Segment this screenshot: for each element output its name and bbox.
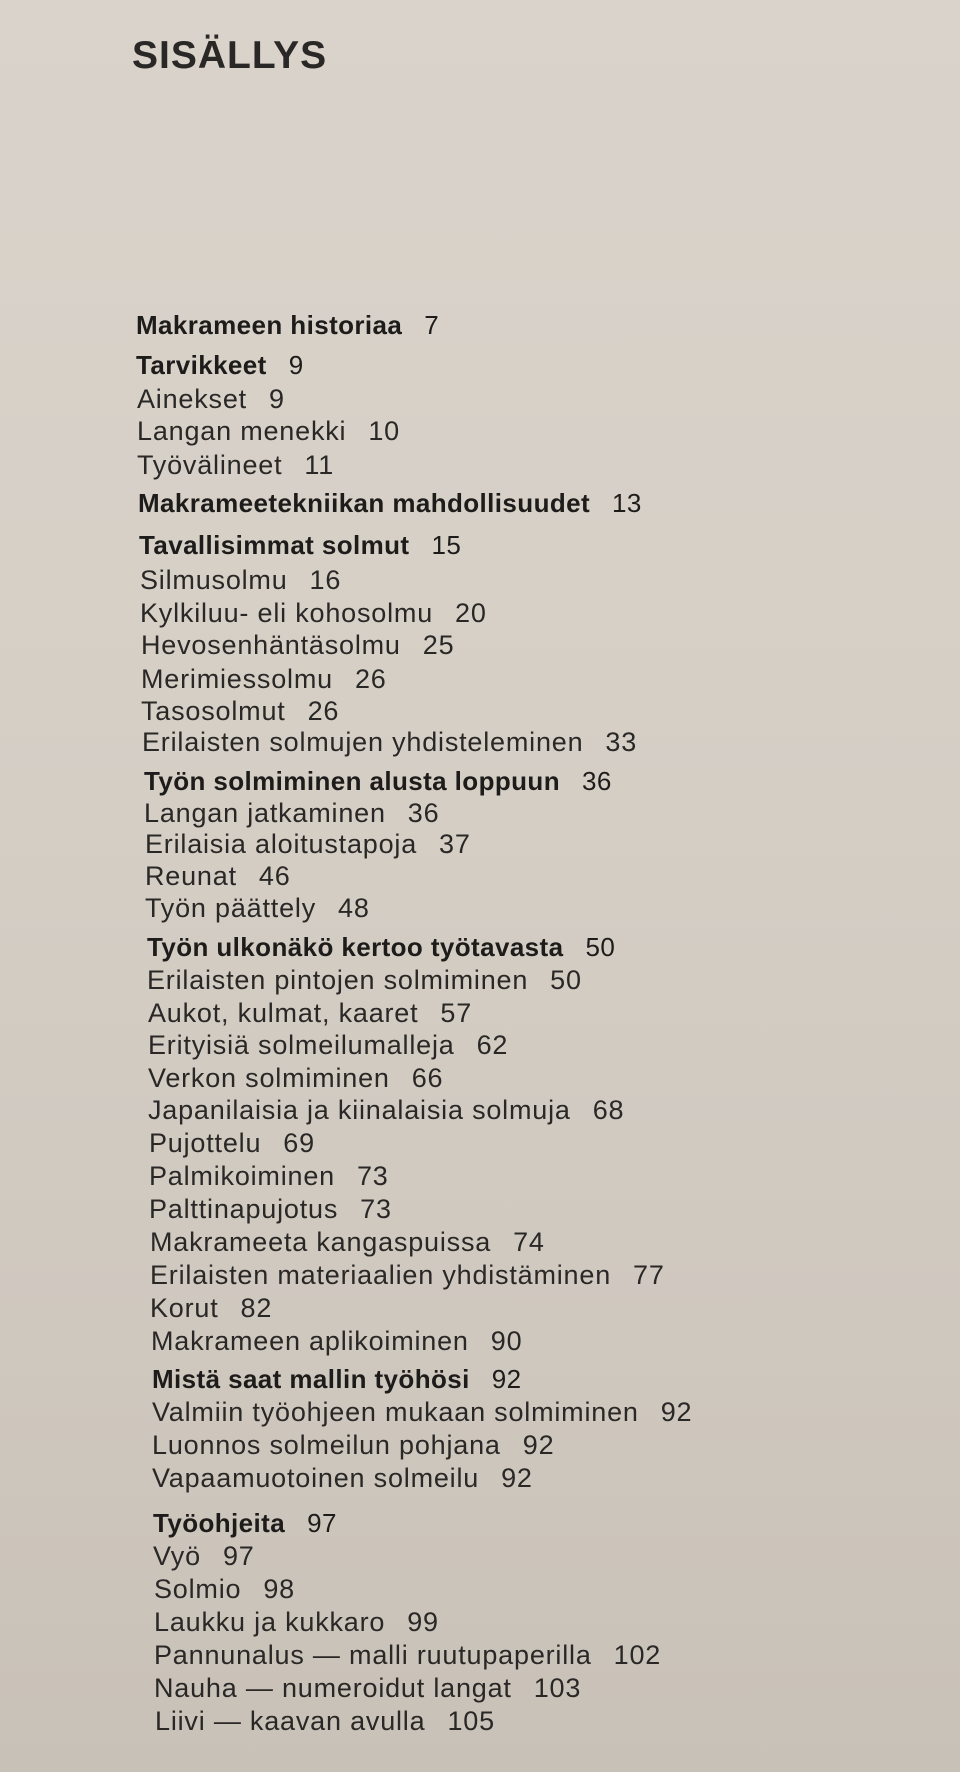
toc-entry-title: Korut — [150, 1293, 219, 1323]
toc-page-number: 90 — [490, 1326, 523, 1356]
toc-entry-title: Verkon solmiminen — [148, 1063, 390, 1093]
toc-page-number: 25 — [422, 630, 455, 660]
toc-entry-title: Makrameetekniikan mahdollisuudet — [138, 488, 591, 518]
toc-page-number: 62 — [476, 1030, 509, 1060]
toc-page-number: 105 — [447, 1706, 495, 1736]
toc-entry — [154, 1607, 439, 1638]
toc-entry-title: Pannunalus — malli ruutupaperilla — [154, 1640, 592, 1670]
toc-page-number: 103 — [533, 1673, 582, 1703]
toc-entry — [141, 696, 339, 727]
toc-page-number: 16 — [309, 565, 342, 595]
toc-entry — [142, 727, 637, 758]
toc-page-number: 102 — [613, 1640, 662, 1670]
toc-page-number: 50 — [585, 932, 616, 962]
toc-entry-title: Tarvikkeet — [136, 350, 267, 380]
toc-page-number: 68 — [592, 1095, 625, 1125]
toc-entry — [150, 1293, 272, 1324]
toc-entry-title: Aukot, kulmat, kaaret — [148, 998, 419, 1028]
toc-entry-title: Vyö — [153, 1541, 201, 1571]
toc-page-number: 20 — [455, 598, 487, 628]
toc-entry-title: Makrameeta kangaspuissa — [150, 1227, 492, 1257]
toc-entry — [148, 1095, 624, 1126]
toc-page-number: 26 — [354, 664, 387, 694]
toc-entry-title: Erilaisia aloitustapoja — [145, 829, 418, 859]
toc-entry-title: Palmikoiminen — [149, 1161, 335, 1191]
toc-entry-title: Valmiin työohjeen mukaan solmiminen — [152, 1397, 639, 1427]
toc-heading — [152, 1364, 521, 1395]
toc-page-number: 36 — [407, 798, 440, 828]
toc-page-number: 73 — [360, 1194, 392, 1224]
toc-page-number: 46 — [258, 861, 291, 891]
toc-entry — [137, 450, 334, 481]
toc-page-number: 37 — [439, 829, 471, 859]
toc-entry — [144, 798, 439, 829]
toc-entry — [147, 965, 582, 996]
toc-page-number: 36 — [581, 766, 612, 796]
toc-page-number: 9 — [268, 384, 285, 414]
toc-entry-title: Tavallisimmat solmut — [139, 530, 410, 560]
toc-entry — [154, 1640, 661, 1671]
toc-entry-title: Tasosolmut — [141, 696, 286, 726]
toc-page-number: 82 — [240, 1293, 273, 1323]
toc-entry — [148, 1030, 508, 1061]
toc-entry-title: Hevosenhäntäsolmu — [141, 630, 401, 660]
toc-entry — [148, 998, 472, 1029]
toc-entry — [140, 598, 487, 629]
toc-entry-title: Palttinapujotus — [149, 1194, 339, 1224]
toc-page-number: 15 — [431, 530, 462, 560]
toc-entry — [149, 1128, 315, 1159]
toc-entry-title: Reunat — [145, 861, 237, 891]
toc-entry — [149, 1161, 389, 1192]
toc-entry-title: Erityisiä solmeilumalleja — [148, 1030, 455, 1060]
toc-entry-title: Makrameen historiaa — [136, 310, 403, 340]
toc-heading — [147, 932, 615, 963]
toc-page-number: 92 — [660, 1397, 693, 1427]
toc-entry — [152, 1463, 533, 1494]
toc-page-number: 9 — [288, 350, 304, 380]
toc-entry — [145, 861, 291, 892]
toc-entry-title: Työvälineet — [137, 450, 283, 480]
toc-heading — [138, 488, 642, 519]
toc-entry — [150, 1260, 665, 1291]
page-title: SISÄLLYS — [132, 34, 328, 77]
toc-entry-title: Työohjeita — [153, 1508, 286, 1538]
toc-entry — [155, 1706, 495, 1737]
toc-entry-title: Langan menekki — [137, 416, 347, 446]
toc-entry-title: Kylkiluu- eli kohosolmu — [140, 598, 434, 628]
toc-entry — [152, 1430, 554, 1461]
toc-entry-title: Työn solmiminen alusta loppuun — [144, 766, 560, 796]
toc-entry — [154, 1574, 295, 1605]
toc-entry — [137, 384, 285, 415]
toc-entry — [153, 1541, 255, 1572]
toc-entry-title: Merimiessolmu — [141, 664, 333, 694]
toc-page-number: 69 — [283, 1128, 315, 1158]
toc-entry — [148, 1063, 443, 1094]
toc-entry — [149, 1194, 392, 1225]
toc-page-number: 92 — [491, 1364, 522, 1394]
toc-page-number: 11 — [304, 450, 335, 480]
toc-entry — [151, 1326, 522, 1357]
toc-entry-title: Työn päättely — [145, 893, 317, 923]
toc-entry-title: Ainekset — [137, 384, 247, 414]
toc-entry-title: Luonnos solmeilun pohjana — [152, 1430, 501, 1460]
toc-page-number: 97 — [222, 1541, 255, 1571]
toc-page-number: 50 — [550, 965, 582, 995]
toc-entry — [140, 565, 341, 596]
toc-entry-title: Silmusolmu — [140, 565, 288, 595]
toc-entry-title: Japanilaisia ja kiinalaisia solmuja — [148, 1095, 571, 1125]
toc-entry — [141, 664, 387, 695]
toc-page-number: 99 — [407, 1607, 439, 1637]
toc-entry — [150, 1227, 545, 1258]
toc-page-number: 10 — [368, 416, 400, 446]
toc-entry-title: Pujottelu — [149, 1128, 262, 1158]
toc-entry-title: Työn ulkonäkö kertoo työtavasta — [147, 932, 564, 962]
toc-entry-title: Makrameen aplikoiminen — [151, 1326, 469, 1356]
toc-entry-title: Erilaisten solmujen yhdisteleminen — [142, 727, 584, 757]
toc-entry — [145, 893, 370, 924]
toc-entry — [141, 630, 454, 661]
toc-entry-title: Vapaamuotoinen solmeilu — [152, 1463, 480, 1493]
toc-page-number: 66 — [411, 1063, 444, 1093]
toc-heading — [136, 350, 304, 381]
toc-heading — [153, 1508, 337, 1539]
toc-page-number: 26 — [307, 696, 340, 726]
toc-entry-title: Solmio — [154, 1574, 242, 1604]
toc-page-number: 97 — [307, 1508, 337, 1538]
toc-page-number: 33 — [605, 727, 638, 757]
toc-page-number: 77 — [633, 1260, 665, 1290]
toc-heading — [139, 530, 461, 561]
toc-heading — [144, 766, 612, 797]
toc-page-number: 98 — [263, 1574, 295, 1604]
toc-entry-title: Liivi — kaavan avulla — [155, 1706, 426, 1736]
toc-entry-title: Nauha — numeroidut langat — [154, 1673, 512, 1703]
toc-page-number: 92 — [501, 1463, 533, 1493]
toc-page-number: 74 — [513, 1227, 545, 1257]
toc-entry-title: Mistä saat mallin työhösi — [152, 1364, 470, 1394]
toc-page-number: 13 — [612, 488, 642, 518]
toc-page-number: 73 — [356, 1161, 389, 1191]
toc-entry — [154, 1673, 581, 1704]
toc-entry-title: Laukku ja kukkaro — [154, 1607, 386, 1637]
toc-heading — [136, 310, 439, 341]
toc-page-number: 7 — [424, 310, 440, 340]
toc-page-number: 48 — [338, 893, 370, 923]
toc-page-number: 57 — [440, 998, 473, 1028]
toc-page-number: 92 — [522, 1430, 555, 1460]
toc-entry-title: Erilaisten materiaalien yhdistäminen — [150, 1260, 612, 1290]
toc-entry — [137, 416, 400, 447]
toc-entry — [152, 1397, 692, 1428]
toc-entry — [145, 829, 471, 860]
toc-entry-title: Erilaisten pintojen solmiminen — [147, 965, 529, 995]
toc-entry-title: Langan jatkaminen — [144, 798, 386, 828]
